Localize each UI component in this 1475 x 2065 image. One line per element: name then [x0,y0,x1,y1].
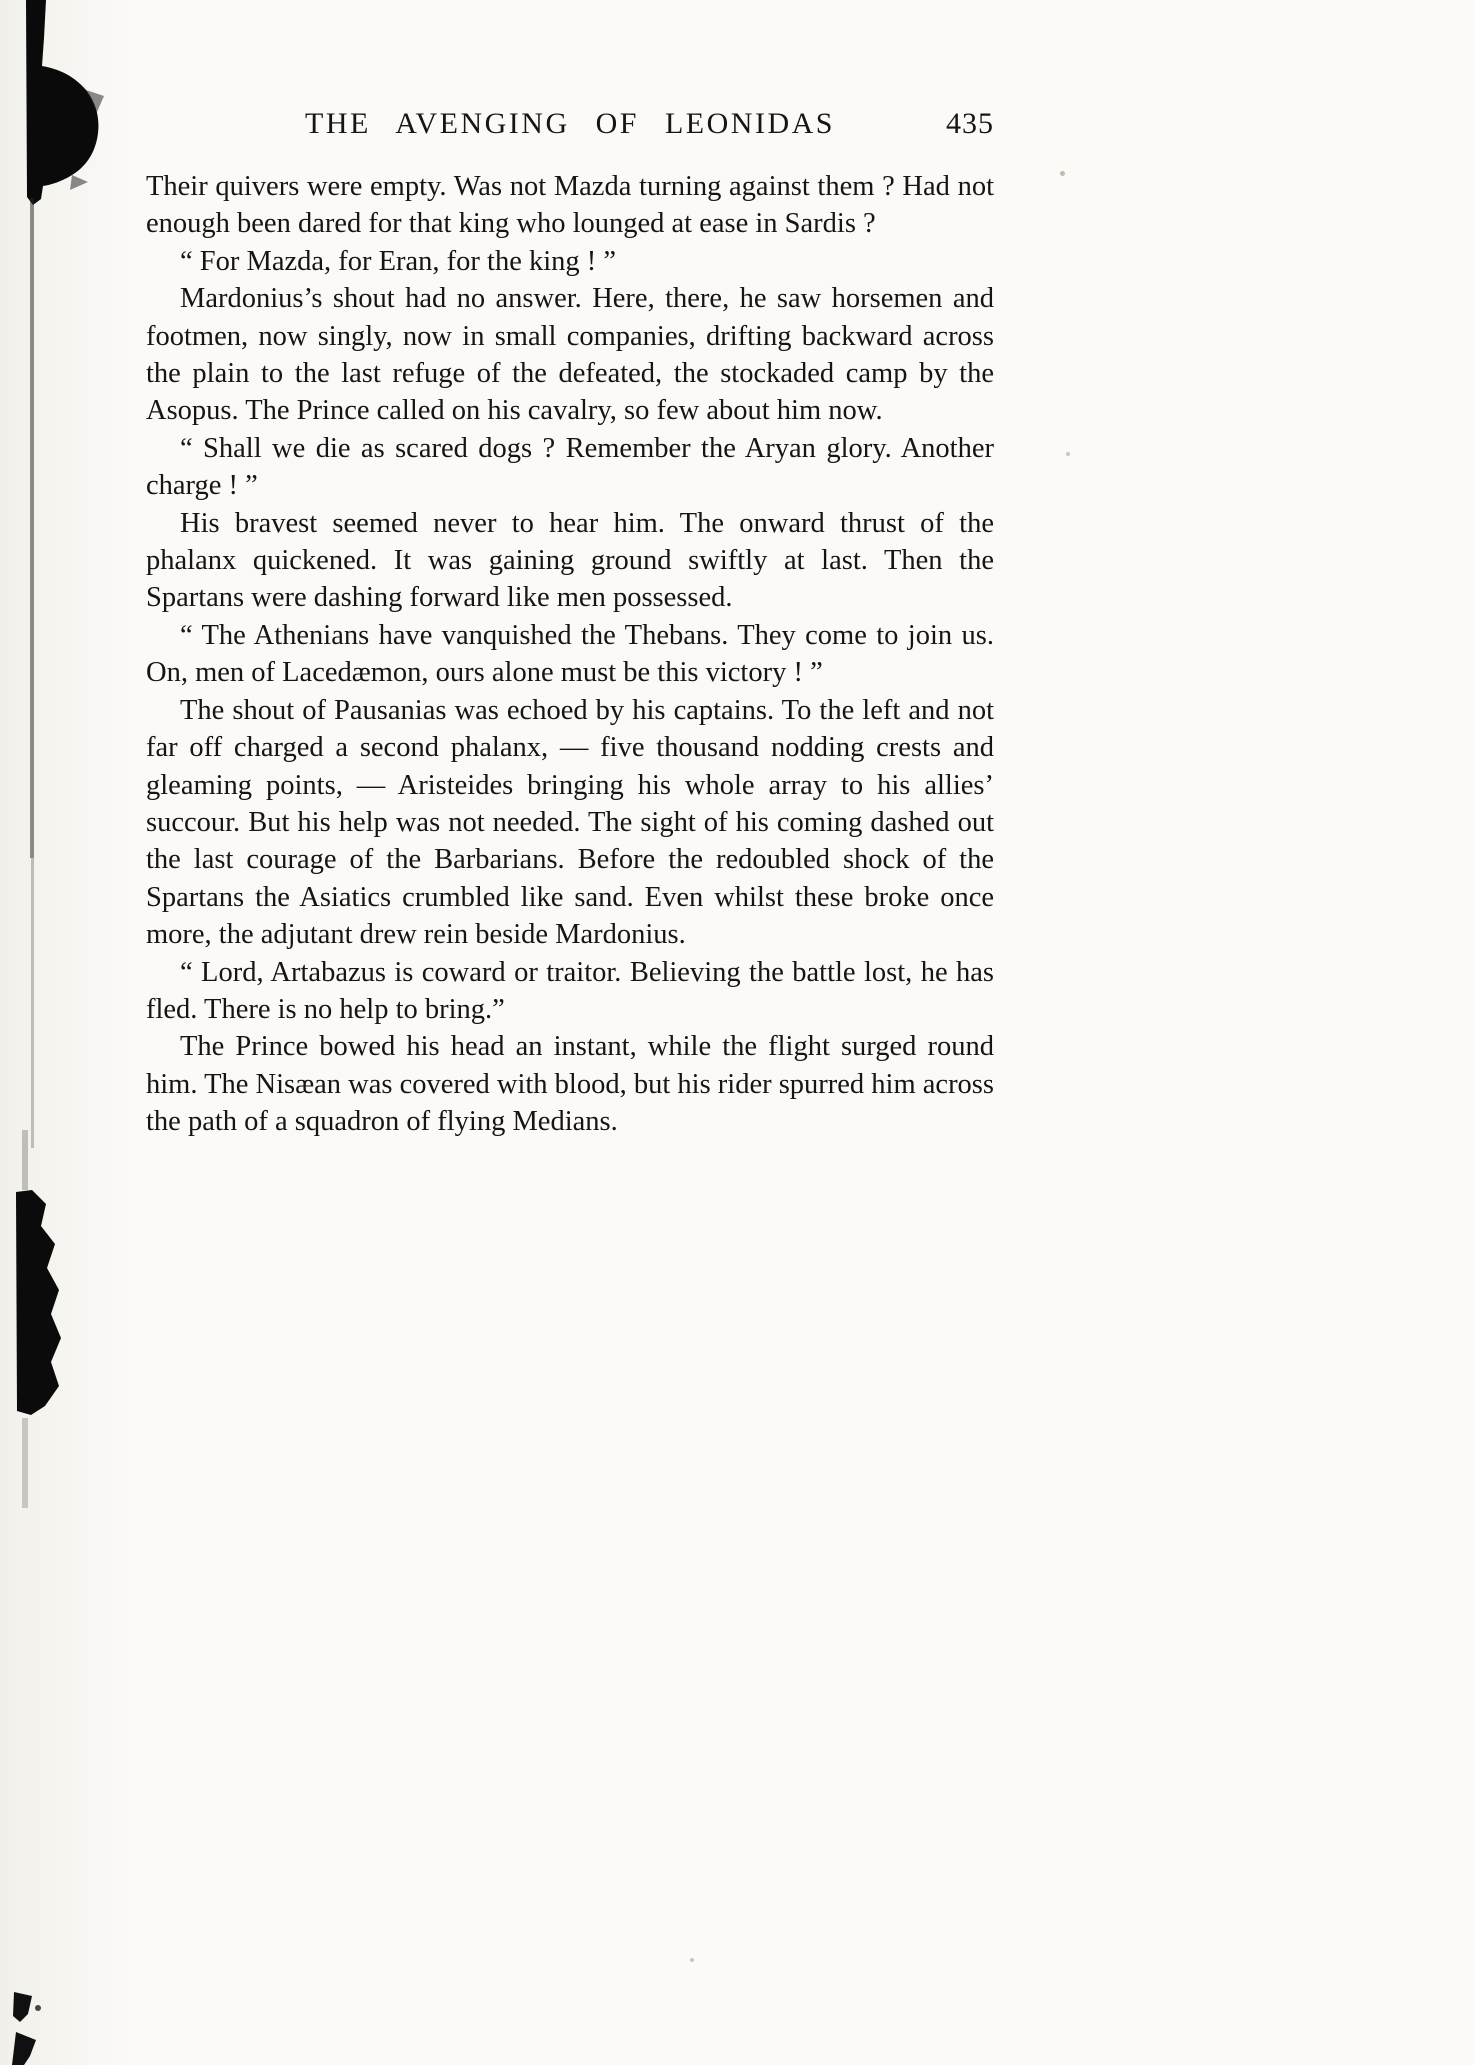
paragraph: The shout of Pausanias was echoed by his captains. To the left and not far off charged a second phalanx, — five thousand nodding crests and gleaming points, — Aristeides bringing his whole array to his allies’ succour. But his help was not needed. The sight of his coming dashed out the last courage of the Barbarians. Before the redoubled shock of the Spartans the Asiatics crumbled like sand. Even whilst these broke once more, the adjutant drew rein beside Mardonius. [146,694,994,951]
gutter-smudge-upper [22,1130,28,1190]
paragraph: His bravest seemed never to hear him. The onward thrust of the phalanx quickened. It was gaining ground swiftly at last. Then the Spartans were dashing forward like men possessed. [146,507,994,614]
paragraph: “ For Mazda, for Eran, for the king ! ” [180,245,617,277]
ink-blotch-mid-left-icon [16,1190,61,1415]
ink-blotch-top-left-icon [26,0,98,205]
ink-blotch-bottom-left2-icon [12,2032,36,2065]
paragraph: The Prince bowed his head an instant, while the flight surged round him. The Nisæan was covered with blood, but his rider spurred him across the path of a squadron of flying Medians. [146,1031,994,1138]
dust-speck [690,1958,694,1962]
page-header [146,106,994,142]
paragraph: “ Shall we die as scared dogs ? Remember the Aryan glory. Another charge ! ” [146,432,994,502]
running-head-title: THE AVENGING OF LEONIDAS [305,107,835,140]
gutter-shadow-line-faint [31,858,34,1148]
ink-blotch-top-fringe-icon [70,90,104,190]
dust-speck [1060,171,1065,176]
scan-ink-artifacts [0,0,120,2065]
paragraph: Their quivers were empty. Was not Mazda turning against them ? Had not enough been dared for that king who lounged at ease in Sardis ? [146,171,994,240]
ink-dot-bottom-icon [35,2005,41,2011]
paragraph: Mardonius’s shout had no answer. Here, there, he saw horsemen and footmen, now singly, now in small companies, drifting backward across the plain to the last refuge of the defeated, the stockaded camp by the Asopus. The Prince called on his cavalry, so few about him now. [146,283,994,427]
paragraph: “ Lord, Artabazus is coward or traitor. Believing the battle lost, he has fled. There is no help to bring.” [146,956,994,1025]
ink-blotch-bottom-left-icon [13,1992,32,2022]
dust-speck [1066,452,1070,456]
gutter-shadow-line [30,198,34,858]
gutter-smudge-lower [22,1418,28,1508]
page-number: 435 [946,107,994,140]
text-block [146,106,994,1141]
body-text [146,168,994,1141]
paragraph: “ The Athenians have vanquished the Thebans. They come to join us. On, men of Lacedæmon, ours alone must be this victory ! ” [146,619,994,689]
